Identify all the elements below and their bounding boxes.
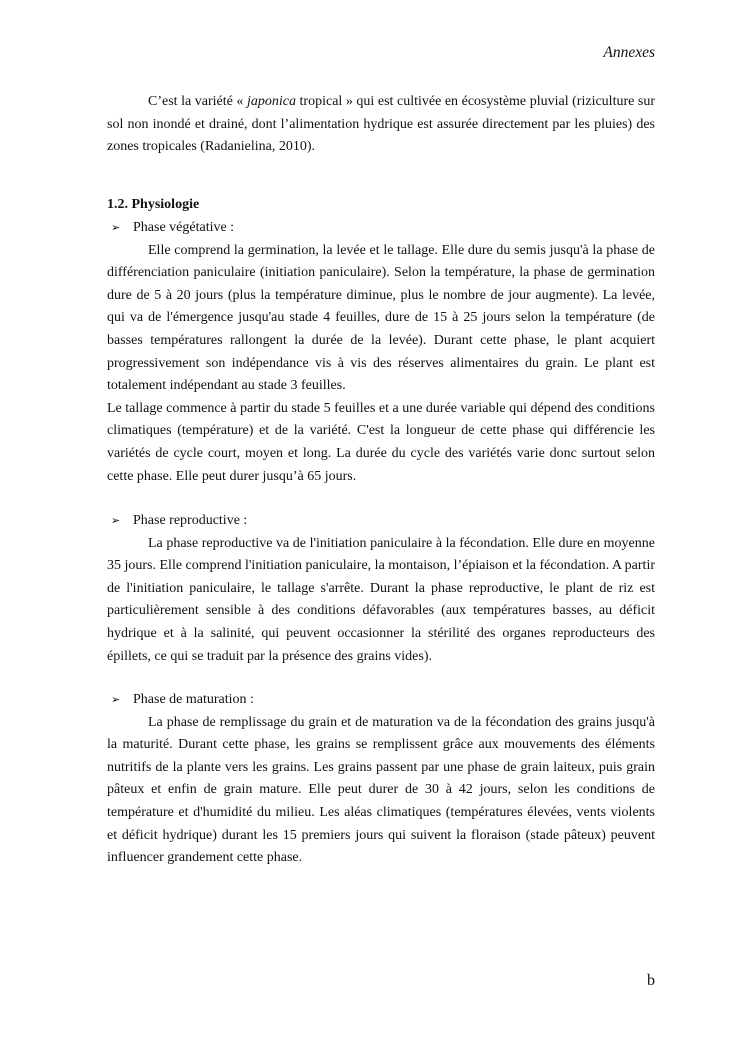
arrow-bullet-icon: ➢ bbox=[111, 694, 121, 706]
page-number: b bbox=[647, 972, 655, 989]
intro-italic-term: japonica bbox=[246, 94, 296, 109]
phase-paragraph: La phase reproductive va de l'initiation paniculaire à la fécondation. Elle dure en moyenne 35 jours. Elle comprend l'initiation paniculaire, la montaison, l’épiaison et la fécondation. A partir de l'initiation paniculaire, le tallage s'arrête. Durant la phase reproductive, le plant de riz est particulièrement sensible à des conditions défavorables (aux températures basses, au déficit hydrique et à la salinité, qui peuvent occasionner la stérilité des organes reproducteurs des épillets, ce qui se traduit par la présence des grains vides). bbox=[107, 535, 655, 664]
phase-paragraph: Elle comprend la germination, la levée et le tallage. Elle dure du semis jusqu'à la phase de différenciation paniculaire (initiation paniculaire). Selon la température, la phase de germination dure de 5 à 20 jours (plus la température diminue, plus le nombre de jour augmente). La levée, qui va de l'émergence jusqu'au stade 4 feuilles, dure de 15 à 25 jours selon la température (de basses températures rallongent la durée de la levée). Durant cette phase, le plant acquiert progressivement son indépendance vis à vis des réserves alimentaires du grain. Le plant est totalement indépendant au stade 3 feuilles. bbox=[107, 242, 655, 394]
arrow-bullet-icon: ➢ bbox=[111, 515, 121, 527]
intro-text-after: tropical » qui est cultivée en écosystème pluvial (riziculture sur sol non inondé et drainé, dont l’alimentation hydrique est assurée directement par les pluies) des zones tropicales (Radanielina, 2010). bbox=[107, 94, 656, 155]
phase-maturation bbox=[107, 689, 655, 870]
phase-heading-label: Phase végétative : bbox=[133, 220, 235, 235]
phase-heading-label: Phase de maturation : bbox=[133, 692, 254, 707]
intro-text-before: C’est la variété « bbox=[148, 94, 247, 109]
phase-paragraph: Le tallage commence à partir du stade 5 feuilles et a une durée variable qui dépend des conditions climatiques (température) et de la variété. C'est la longueur de cette phase qui différencie les variétés de cycle court, moyen et long. La durée du cycle des variétés varie donc surtout selon cette phase. Elle peut durer jusqu’à 65 jours. bbox=[107, 400, 655, 484]
phase-reproductive bbox=[107, 510, 655, 668]
phase-heading bbox=[107, 510, 655, 533]
page-header-title: Annexes bbox=[603, 44, 655, 61]
phase-heading bbox=[107, 217, 655, 240]
section-title: 1.2. Physiologie bbox=[107, 197, 200, 212]
phase-paragraph: La phase de remplissage du grain et de maturation va de la fécondation des grains jusqu'à la maturité. Durant cette phase, les grains se remplissent grâce aux mouvements des éléments nutritifs de la plante vers les grains. Les grains passent par une phase de grain laiteux, puis grain pâteux et enfin de grain mature. Elle peut durer de 30 à 42 jours, selon les conditions de température et d'humidité du milieu. Les aléas climatiques (températures élevées, vents violents et déficit hydrique) durant les 15 premiers jours qui suivent la floraison (stade pâteux) peuvent influencer grandement cette phase. bbox=[107, 714, 655, 866]
arrow-bullet-icon: ➢ bbox=[111, 222, 121, 234]
intro-paragraph bbox=[107, 91, 655, 159]
phase-heading-label: Phase reproductive : bbox=[133, 513, 248, 528]
phase-vegetative bbox=[107, 217, 655, 488]
phase-heading bbox=[107, 689, 655, 712]
